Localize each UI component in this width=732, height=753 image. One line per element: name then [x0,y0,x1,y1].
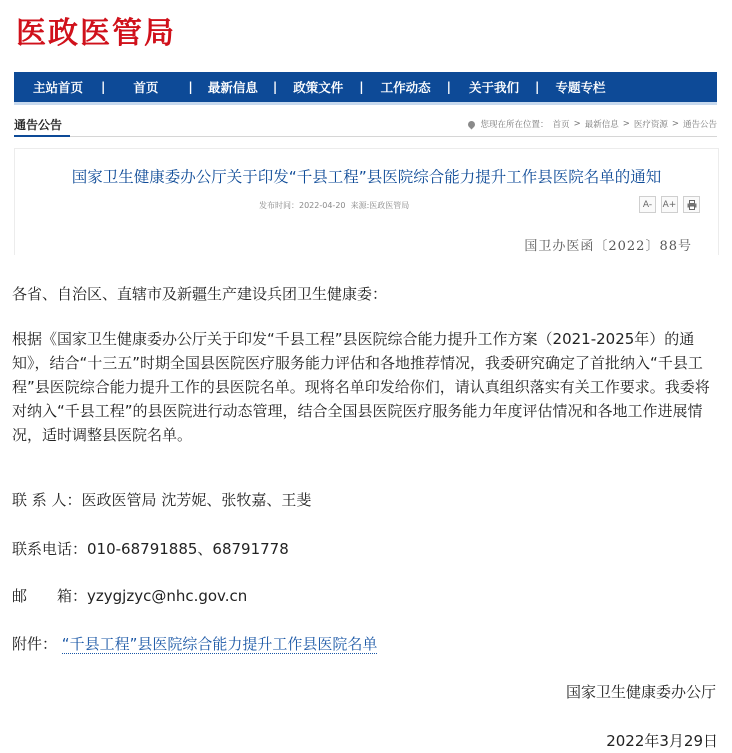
contact-value: 医政医管局 沈芳妮、张牧嘉、王斐 [81,491,312,509]
publish-date: 2022-04-20 [299,201,346,210]
font-smaller-button[interactable]: A- [639,196,656,213]
nav-item-topics[interactable]: 专题专栏 [555,80,606,95]
section-header [14,112,717,137]
nav-separator: | [535,80,540,94]
print-icon[interactable] [683,196,700,213]
breadcrumb-separator: > [573,119,581,129]
email-value: yzygjzyc@nhc.gov.cn [87,587,248,605]
email-label: 邮 箱： [12,587,88,605]
document-number: 国卫办医函〔2022〕88号 [524,239,692,254]
signature-date: 2022年3月29日 [606,732,718,750]
site-title: 医政医管局 [16,16,176,51]
nav-item-main-site[interactable]: 主站首页 [33,80,84,95]
breadcrumb-item-latest[interactable]: 最新信息 [584,120,619,130]
phone-label: 联系电话： [12,540,88,558]
phone-line [12,537,718,561]
breadcrumb-item-home[interactable]: 首页 [552,120,570,130]
contact-label: 联 系 人： [12,491,82,509]
article-header [14,148,719,255]
contact-line [12,488,718,512]
nav-item-home[interactable]: 首页 [133,80,159,95]
article-title: 国家卫生健康委办公厅关于印发“千县工程”县医院综合能力提升工作县医院名单的通知 [71,168,662,186]
breadcrumb-separator: > [622,119,630,129]
attachment-line [12,632,718,656]
nav-separator: | [101,80,106,94]
nav-item-about[interactable]: 关于我们 [469,80,520,95]
breadcrumb-prefix: 您现在所在位置： [480,120,549,130]
nav-separator: | [188,80,193,94]
publish-label: 发布时间： [259,201,299,210]
article-tools [639,196,700,213]
attachment-label: 附件： [12,635,58,653]
font-larger-button[interactable]: A+ [661,196,678,213]
signature: 国家卫生健康委办公厅 [565,683,716,701]
breadcrumb-item-medical[interactable]: 医疗资源 [633,120,668,130]
nav-item-latest[interactable]: 最新信息 [207,80,258,95]
article-meta [259,200,409,211]
main-nav [14,72,717,105]
main-paragraph: 根据《国家卫生健康委办公厅关于印发“千县工程”县医院综合能力提升工作方案（2021-2025年）的通知》，结合“十三五”时期全国县医院医疗服务能力评估和各地推荐情况，我委研究确定了首批纳入“千县工程”县医院综合能力提升工作的县医院名单。现将名单印发给你们，请认真组织落实有关工作要求。我委将对纳入“千县工程”的县医院进行动态管理，结合全国县医院医疗服务能力年度评估情况和各地工作进展情况，适时调整县医院名单。 [12,330,710,444]
attachment-link[interactable]: “千县工程”县医院综合能力提升工作县医院名单 [61,635,378,653]
addressee: 各省、自治区、直辖市及新疆生产建设兵团卫生健康委： [12,285,388,303]
phone-value: 010-68791885、68791778 [87,540,289,558]
nav-separator: | [359,80,364,94]
nav-item-work[interactable]: 工作动态 [380,80,431,95]
location-pin-icon [466,119,476,129]
breadcrumb [468,118,717,130]
source-value: 医政医管局 [369,201,410,210]
nav-item-policy[interactable]: 政策文件 [293,80,344,95]
email-line [12,584,718,608]
source-label: 来源: [350,201,370,210]
nav-separator: | [272,80,278,94]
section-title: 通告公告 [14,118,63,132]
breadcrumb-item-notice[interactable]: 通告公告 [682,120,717,130]
breadcrumb-separator: > [671,119,679,129]
nav-separator: | [446,80,452,94]
